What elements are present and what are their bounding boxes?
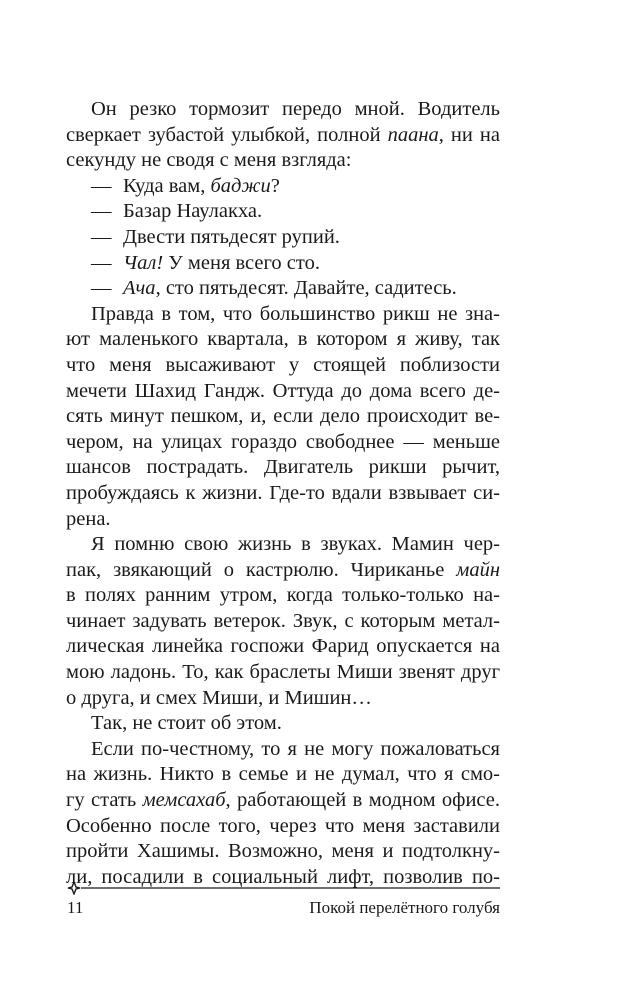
text-segment: на жизнь. Никто в семье и не думал, что я смо- <box>66 763 500 786</box>
text-line <box>66 327 500 353</box>
text-segment: , работающей в модном офисе. <box>225 789 500 812</box>
text-line <box>91 711 500 737</box>
text-segment: Правда в том, что большинство рикш не зна- <box>91 302 500 325</box>
dialogue-dash: — <box>91 225 112 248</box>
text-segment: ют маленького квартала, в котором я живу, так <box>66 328 500 351</box>
text-line <box>66 762 500 788</box>
page-number: 11 <box>67 898 84 917</box>
text-line <box>91 302 500 328</box>
italic-word: мемсахаб <box>142 789 226 812</box>
text-line <box>66 455 500 481</box>
text-line <box>66 404 500 430</box>
text-segment: Особенно после того, через что меня заставили <box>66 814 500 837</box>
text-segment: в полях ранним утром, когда только-только на- <box>66 584 500 607</box>
text-line <box>91 276 500 302</box>
italic-word: баджи <box>210 174 271 197</box>
text-segment: Я помню свою жизнь в звуках. Мамин чер- <box>91 533 500 556</box>
text-line <box>91 251 500 277</box>
text-line <box>66 583 500 609</box>
text-segment: Базар Наулакха. <box>123 200 263 223</box>
italic-word: Ача <box>123 277 156 300</box>
page-text <box>66 97 500 890</box>
text-segment: мечети Шахид Гандж. Оттуда до дома всего де- <box>66 379 500 402</box>
text-segment: пройти Хашимы. Возможно, меня и подтолкну- <box>66 840 500 863</box>
text-segment: чером, на улицах гораздо свободнее — меньше <box>66 430 500 453</box>
text-segment: шансов пострадать. Двигатель рикши рычит, <box>66 456 500 479</box>
text-segment: Он резко тормозит передо мной. Водитель <box>91 98 500 120</box>
running-title: Покой перелётного голубя <box>309 898 500 917</box>
text-line <box>66 686 500 712</box>
text-line <box>66 353 500 379</box>
text-line <box>66 430 500 456</box>
text-segment: что меня высаживают у стоящей поблизости <box>66 353 500 376</box>
text-segment: пак, звякающий о кастрюлю. Чириканье <box>66 558 457 581</box>
text-line <box>66 839 500 865</box>
text-line <box>66 148 500 174</box>
text-line <box>66 123 500 149</box>
text-segment: ? <box>270 174 280 197</box>
text-line <box>91 174 500 200</box>
text-segment: о друга, и смех Миши, и Мишин… <box>66 686 372 709</box>
italic-word: майн <box>456 558 500 581</box>
text-segment: рена. <box>66 507 111 530</box>
text-line <box>66 507 500 533</box>
text-segment: У меня всего сто. <box>163 251 320 274</box>
text-line <box>66 609 500 635</box>
text-segment: сять минут пешком, и, если дело происходит ве- <box>66 405 500 428</box>
text-segment: секунду не сводя с меня взгляда: <box>66 149 352 172</box>
text-segment: Куда вам, <box>123 174 211 197</box>
text-segment: гу стать <box>66 789 143 812</box>
dialogue-dash: — <box>91 174 112 197</box>
dialogue-dash: — <box>91 200 112 223</box>
text-segment: Двести пятьдесят рупий. <box>123 225 340 248</box>
italic-word: паана <box>387 123 439 146</box>
text-line <box>91 737 500 763</box>
text-line <box>66 634 500 660</box>
text-segment: Если по-честному, то я не могу пожаловаться <box>91 737 500 760</box>
text-line <box>66 660 500 686</box>
footer-ornament-rule <box>67 881 500 895</box>
text-line <box>91 532 500 558</box>
dialogue-dash: — <box>91 251 112 274</box>
text-segment: , сто пятьдесят. Давайте, садитесь. <box>155 277 457 300</box>
text-line <box>66 788 500 814</box>
text-segment: , ни на <box>438 123 500 146</box>
text-segment: пробуждаясь к жизни. Где-то вдали взвывает си- <box>66 481 500 504</box>
text-segment: сверкает зубастой улыбкой, полной <box>66 123 388 146</box>
text-segment: чинает задувать ветерок. Звук, с которым метал- <box>66 609 500 632</box>
text-line <box>66 379 500 405</box>
text-segment: лическая линейка госпожи Фарид опускается на <box>66 635 500 658</box>
text-line <box>66 814 500 840</box>
text-line <box>91 97 500 123</box>
text-segment: Так, не стоит об этом. <box>91 712 282 735</box>
italic-word: Чал! <box>123 251 164 274</box>
text-line <box>66 481 500 507</box>
text-segment: ли, посадили в социальный лифт, позволив по- <box>66 865 500 888</box>
text-line <box>66 558 500 584</box>
text-line <box>91 199 500 225</box>
dialogue-dash: — <box>91 277 112 300</box>
text-segment: мою ладонь. То, как браслеты Миши звенят друг <box>66 661 500 684</box>
text-line <box>91 225 500 251</box>
diamond-star-icon <box>68 882 80 894</box>
